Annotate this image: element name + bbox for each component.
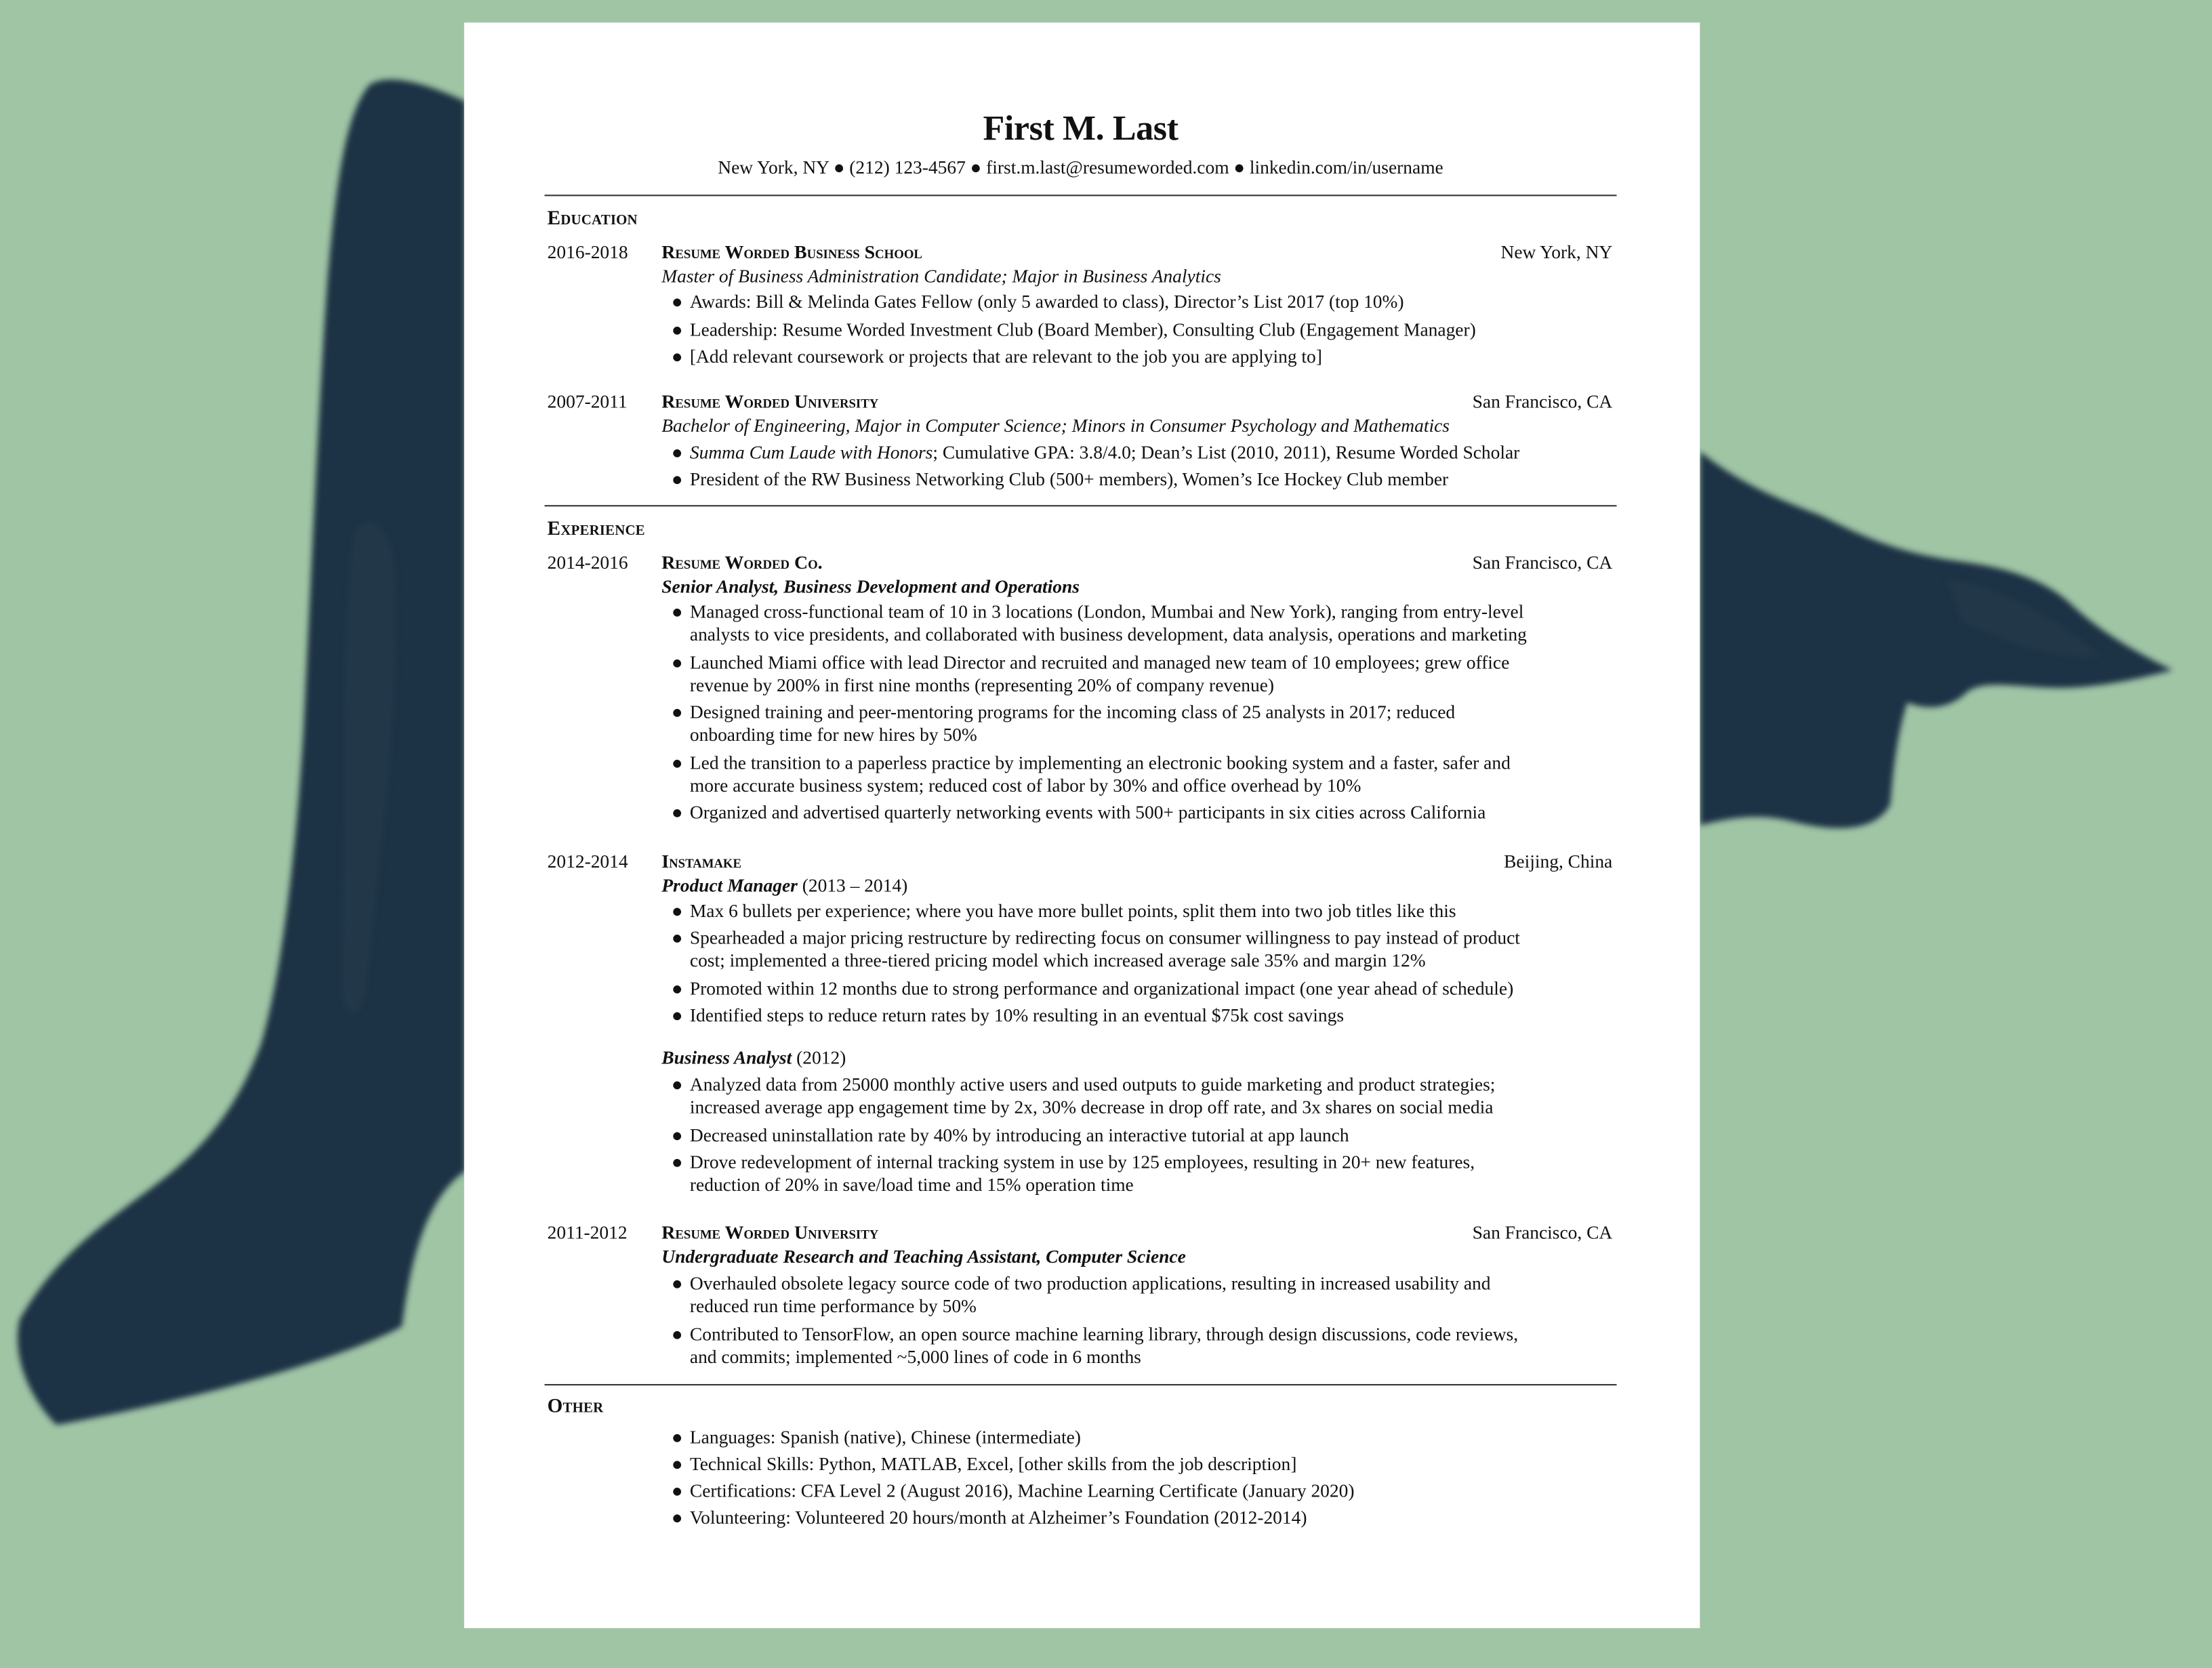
candidate-name: First M. Last xyxy=(983,110,1179,148)
section-title-experience: Experience xyxy=(547,519,645,541)
bullet-icon: ● xyxy=(671,1151,683,1173)
bullet-icon: ● xyxy=(671,468,683,490)
resume-page xyxy=(464,22,1700,1628)
experience-entry-header xyxy=(548,851,1613,874)
entry-degree: Bachelor of Engineering, Major in Computer Science; Minors in Consumer Psychology and Mathematics xyxy=(661,414,1450,436)
bullet-icon: ● xyxy=(671,1453,683,1475)
list-item: ● Overhauled obsolete legacy source code of two production applications, resulting in increased usability and reduced run time performance by 50% xyxy=(671,1272,1491,1317)
bullet-icon: ● xyxy=(671,701,683,723)
list-item: ● Identified steps to reduce return rates by 10% resulting in an eventual $75k cost savings xyxy=(690,1004,1621,1028)
list-item: ● Decreased uninstallation rate by 40% by introducing an interactive tutorial at app launch xyxy=(690,1124,1621,1147)
bullet-icon: ● xyxy=(671,1480,683,1501)
list-item: ● Contributed to TensorFlow, an open source machine learning library, through design discussions, code reviews, and commits; implemented ~5,000 lines of code in 6 months xyxy=(671,1323,1519,1368)
list-item: ● [Add relevant coursework or projects that are relevant to the job you are applying to] xyxy=(690,346,1621,369)
bullet-icon: ● xyxy=(671,601,683,622)
education-entry-header xyxy=(548,241,1613,265)
list-item: ● Analyzed data from 25000 monthly active users and used outputs to guide marketing and product strategies; increased average app engagement time by 2x, 30% decrease in drop off rate, and 3x shares on social media xyxy=(671,1074,1496,1118)
bullet-icon: ● xyxy=(671,1323,683,1345)
bullet-icon: ● xyxy=(671,1507,683,1528)
section-title-education: Education xyxy=(547,209,638,230)
section-title-other: Other xyxy=(547,1396,604,1419)
entry-location: San Francisco, CA xyxy=(1472,551,1613,573)
entry-organization: Instamake xyxy=(661,851,742,872)
section-divider xyxy=(544,505,1616,506)
bullet-icon: ● xyxy=(671,977,683,999)
entry-degree: Master of Business Administration Candidate; Major in Business Analytics xyxy=(661,265,1221,287)
entry-location: San Francisco, CA xyxy=(1472,1221,1613,1243)
bullet-icon: ● xyxy=(671,900,683,922)
entry-organization: Resume Worded Business School xyxy=(661,241,922,263)
list-item: ● Led the transition to a paperless practice by implementing an electronic booking system and a faster, safer and more accurate business system; reduced cost of labor by 30% and office overhead by 10% xyxy=(671,752,1511,796)
entry-location: Beijing, China xyxy=(1504,851,1613,872)
list-item: ● Volunteering: Volunteered 20 hours/month at Alzheimer’s Foundation (2012-2014) xyxy=(690,1507,1621,1530)
list-item: ● Drove redevelopment of internal tracking system in use by 125 employees, resulting in 20+ new features, reduction of 20% in save/load time and 15% operation time xyxy=(671,1151,1475,1196)
bullet-icon: ● xyxy=(671,1124,683,1146)
bullet-icon: ● xyxy=(671,1426,683,1448)
bullet-icon: ● xyxy=(671,441,683,463)
list-item: ● Languages: Spanish (native), Chinese (intermediate) xyxy=(690,1426,1621,1449)
entry-organization: Resume Worded University xyxy=(661,390,879,412)
entry-location: San Francisco, CA xyxy=(1472,390,1613,412)
bullet-icon: ● xyxy=(671,345,683,367)
bullet-icon: ● xyxy=(671,1272,683,1294)
list-item: ● Launched Miami office with lead Director and recruited and managed new team of 10 employees; grew office revenue by 200% in first nine months (representing 20% of company revenue) xyxy=(671,651,1510,697)
entry-location: New York, NY xyxy=(1500,241,1613,263)
role-title: Business Analyst (2012) xyxy=(661,1046,846,1068)
bullet-icon: ● xyxy=(671,927,683,948)
list-item: ● Summa Cum Laude with Honors; Cumulative GPA: 3.8/4.0; Dean’s List (2010, 2011), Resume Worded Scholar xyxy=(690,442,1621,465)
bullet-icon: ● xyxy=(671,1074,683,1095)
entry-dates: 2014-2016 xyxy=(547,551,628,573)
entry-dates: 2007-2011 xyxy=(547,390,628,412)
experience-entry-header xyxy=(548,552,1613,575)
list-item: ● President of the RW Business Networking Club (500+ members), Women’s Ice Hockey Club member xyxy=(690,468,1621,491)
bullet-icon: ● xyxy=(671,290,683,312)
list-item: ● Leadership: Resume Worded Investment Club (Board Member), Consulting Club (Engagement Manager) xyxy=(690,319,1621,342)
list-item: ● Organized and advertised quarterly networking events with 500+ participants in six cities across California xyxy=(690,801,1621,824)
list-item: ● Technical Skills: Python, MATLAB, Excel, [other skills from the job description] xyxy=(690,1453,1621,1476)
list-item: ● Managed cross-functional team of 10 in 3 locations (London, Mumbai and New York), ranging from entry-level analysts to vice presidents, and collaborated with business development, data analysis, operations and marketing xyxy=(671,601,1527,646)
role-title: Product Manager (2013 – 2014) xyxy=(661,874,908,896)
role-title: Senior Analyst, Business Development and Operations xyxy=(661,575,1080,597)
bullet-icon: ● xyxy=(671,752,683,773)
contact-line: New York, NY ● (212) 123-4567 ● first.m.last@resumeworded.com ● linkedin.com/in/username xyxy=(718,157,1443,178)
list-item: ● Awards: Bill & Melinda Gates Fellow (only 5 awarded to class), Director’s List 2017 (top 10%) xyxy=(690,291,1621,314)
entry-dates: 2016-2018 xyxy=(547,241,628,263)
entry-dates: 2011-2012 xyxy=(547,1221,628,1243)
bullet-icon: ● xyxy=(671,801,683,823)
list-item: ● Max 6 bullets per experience; where you have more bullet points, split them into two job titles like this xyxy=(690,900,1621,923)
bullet-icon: ● xyxy=(671,1004,683,1026)
education-entry-header xyxy=(548,391,1613,415)
entry-organization: Resume Worded Co. xyxy=(661,551,823,573)
experience-entry-header xyxy=(548,1222,1613,1246)
role-title: Undergraduate Research and Teaching Assistant, Computer Science xyxy=(661,1246,1186,1267)
list-item: ● Promoted within 12 months due to strong performance and organizational impact (one year ahead of schedule) xyxy=(690,978,1621,1001)
entry-dates: 2012-2014 xyxy=(547,851,628,872)
bullet-icon: ● xyxy=(671,319,683,340)
section-divider xyxy=(544,1384,1616,1385)
list-item: ● Designed training and peer-mentoring programs for the incoming class of 25 analysts in 2017; reduced onboarding time for new hires by 50% xyxy=(671,701,1456,746)
list-item: ● Spearheaded a major pricing restructure by redirecting focus on consumer willingness to pay instead of product cost; implemented a three-tiered pricing model which increased average sale 35% and margin 12% xyxy=(671,927,1520,971)
bullet-icon: ● xyxy=(671,651,683,673)
entry-organization: Resume Worded University xyxy=(661,1221,879,1243)
header-divider xyxy=(544,195,1616,196)
list-item: ● Certifications: CFA Level 2 (August 2016), Machine Learning Certificate (January 2020) xyxy=(690,1480,1621,1503)
